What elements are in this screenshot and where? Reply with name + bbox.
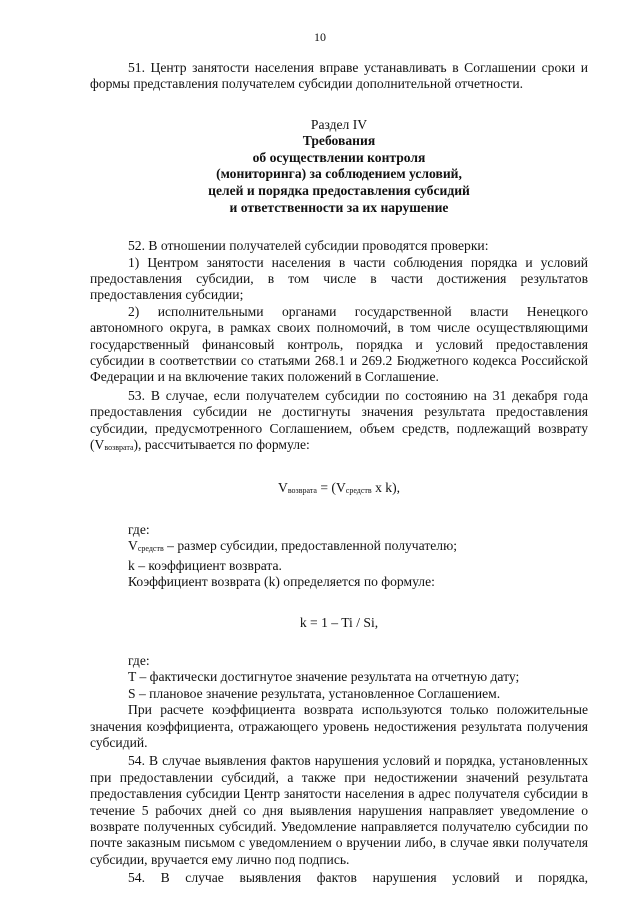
where-label: где: bbox=[128, 652, 150, 668]
paragraph-52-item-1: 1) Центром занятости населения в части соблюдения порядка и условий предоставления субсидии, в том числе в части достижения результатов предоставления субсидии; bbox=[90, 254, 588, 303]
formula-v-vozvrata: $V_{возврата} = (V_{средств}$ x k), bbox=[277, 480, 400, 496]
paragraph-51: 51. Центр занятости населения вправе устанавливать в Соглашении сроки и формы представления получателем субсидии дополнительной отчетности. bbox=[90, 60, 588, 92]
page-number: 10 bbox=[314, 30, 326, 44]
paragraph-53 bbox=[90, 388, 588, 457]
heading-line: (мониторинга) за соблюдением условий, bbox=[216, 166, 462, 182]
paragraph-52-intro: 52. В отношении получателей субсидии проводятся проверки: bbox=[128, 238, 489, 254]
formula-k: k = 1 – Ti / Si, bbox=[299, 614, 379, 630]
document-body bbox=[90, 60, 588, 887]
paragraph-positive-values: При расчете коэффициента возврата используются только положительные значения коэффициента, отражающего уровень недостижения результата получения субсидий. bbox=[90, 702, 588, 750]
definition-k: k – коэффициент возврата. bbox=[128, 557, 282, 573]
coefficient-intro: Коэффициент возврата (k) определяется по формуле: bbox=[128, 574, 435, 590]
paragraph-54-repeat: 54. В случае выявления фактов нарушения условий и порядка, bbox=[128, 870, 588, 886]
heading-line: целей и порядка предоставления субсидий bbox=[208, 183, 470, 198]
heading-line: об осуществлении контроля bbox=[252, 149, 426, 165]
section-label: Раздел IV bbox=[310, 116, 368, 132]
paragraph-54: 54. В случае выявления фактов нарушения условий и порядка, установленных при предоставлении субсидий, а также при недостижении значений результата предоставления субсидии Центр занятости населения в адрес получателя субсидии в течение 5 рабочих дней со дня выявления нарушения направляет уведомление о возврате полученных субсидий. Уведомление направляется получателю субсидии по почте заказным письмом с уведомлением о вручении либо, в случае явки получателя субсидии, вручается ему лично под подпись. bbox=[90, 753, 588, 867]
paragraph-53-text: 53. В случае, если получателем субсидии по состоянию на 31 декабря года предоставления субсидии не достигнуты значения результата предоставления субсидии, предусмотренного Соглашением, объем средств, подлежащий возврату (V bbox=[90, 387, 588, 453]
heading-line: Требования bbox=[302, 133, 376, 149]
definition-s: S – плановое значение результата, установленное Соглашением. bbox=[128, 685, 501, 701]
where-label: где: bbox=[128, 521, 150, 537]
section-heading bbox=[90, 133, 588, 216]
definition-v-sredstv: $V_{средств}$ – размер субсидии, предоставленной получателю; bbox=[128, 538, 458, 554]
paragraph-52-item-2: 2) исполнительными органами государственной власти Ненецкого автономного округа, в рамках своих полномочий, в том числе осуществляющими государственный финансовый контроль, порядка и условий предоставления субсидии в соответствии со статьями 268.1 и 269.2 Бюджетного кодекса Российской Федерации и на включение таких положений в Соглашение. bbox=[90, 303, 588, 385]
definition-t: T – фактически достигнутое значение результата на отчетную дату; bbox=[128, 669, 520, 685]
paragraph-53-text-end: ), рассчитывается по формуле: bbox=[133, 437, 310, 453]
heading-line: и ответственности за их нарушение bbox=[229, 199, 449, 215]
subscript-vozvrata: возврата bbox=[104, 443, 134, 453]
